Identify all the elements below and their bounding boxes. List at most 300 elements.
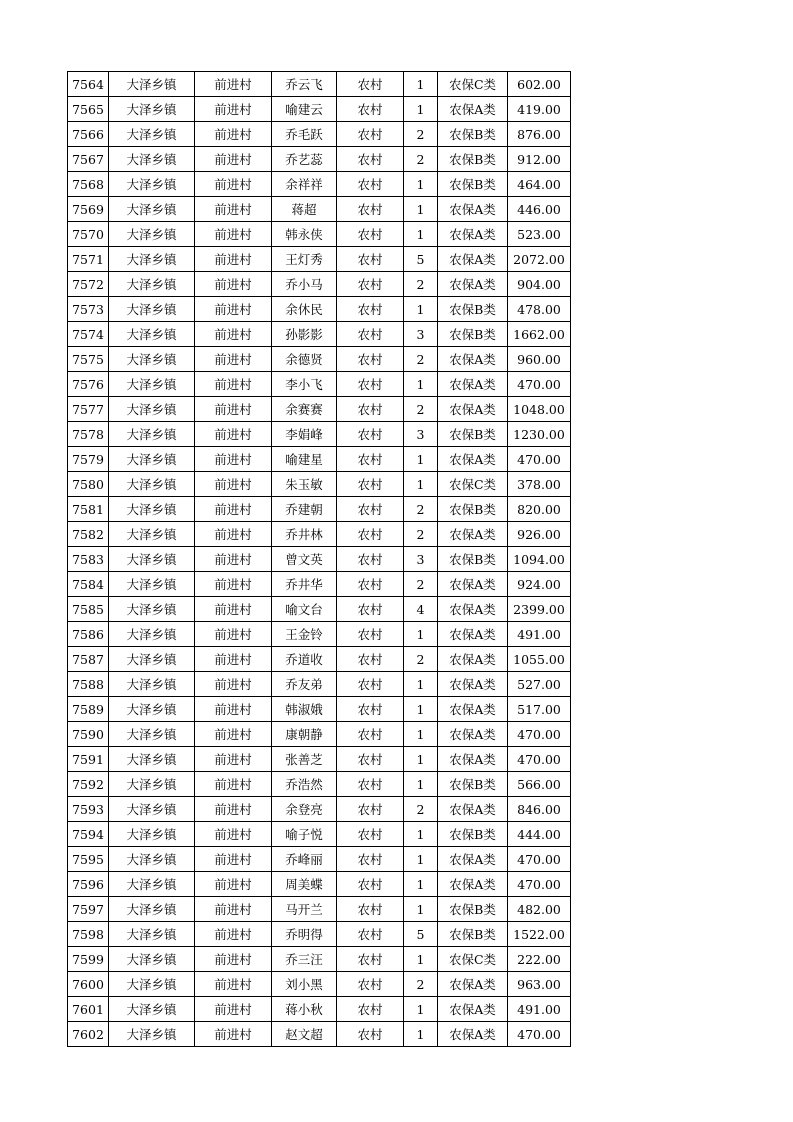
category-cell: 农村 bbox=[337, 297, 404, 322]
insurance-type-cell: 农保A类 bbox=[438, 372, 508, 397]
insurance-type-cell: 农保A类 bbox=[438, 597, 508, 622]
township-cell: 大泽乡镇 bbox=[109, 847, 195, 872]
category-cell: 农村 bbox=[337, 347, 404, 372]
amount-cell: 904.00 bbox=[508, 272, 571, 297]
household-count-cell: 2 bbox=[404, 972, 438, 997]
township-cell: 大泽乡镇 bbox=[109, 922, 195, 947]
household-count-cell: 2 bbox=[404, 572, 438, 597]
record-id-cell: 7591 bbox=[68, 747, 109, 772]
record-id-cell: 7581 bbox=[68, 497, 109, 522]
table-row bbox=[68, 472, 571, 497]
household-count-cell: 1 bbox=[404, 672, 438, 697]
village-cell: 前进村 bbox=[195, 547, 272, 572]
insurance-type-cell: 农保B类 bbox=[438, 547, 508, 572]
township-cell: 大泽乡镇 bbox=[109, 122, 195, 147]
category-cell: 农村 bbox=[337, 772, 404, 797]
insurance-type-cell: 农保B类 bbox=[438, 147, 508, 172]
insurance-type-cell: 农保A类 bbox=[438, 197, 508, 222]
household-count-cell: 1 bbox=[404, 172, 438, 197]
record-id-cell: 7588 bbox=[68, 672, 109, 697]
name-cell: 乔峰丽 bbox=[272, 847, 337, 872]
township-cell: 大泽乡镇 bbox=[109, 947, 195, 972]
category-cell: 农村 bbox=[337, 472, 404, 497]
household-count-cell: 1 bbox=[404, 472, 438, 497]
township-cell: 大泽乡镇 bbox=[109, 97, 195, 122]
amount-cell: 523.00 bbox=[508, 222, 571, 247]
household-count-cell: 1 bbox=[404, 997, 438, 1022]
village-cell: 前进村 bbox=[195, 522, 272, 547]
village-cell: 前进村 bbox=[195, 347, 272, 372]
category-cell: 农村 bbox=[337, 547, 404, 572]
insurance-type-cell: 农保A类 bbox=[438, 622, 508, 647]
table-row bbox=[68, 522, 571, 547]
amount-cell: 566.00 bbox=[508, 772, 571, 797]
township-cell: 大泽乡镇 bbox=[109, 747, 195, 772]
table-row bbox=[68, 747, 571, 772]
village-cell: 前进村 bbox=[195, 772, 272, 797]
insurance-type-cell: 农保A类 bbox=[438, 247, 508, 272]
record-id-cell: 7567 bbox=[68, 147, 109, 172]
record-id-cell: 7596 bbox=[68, 872, 109, 897]
village-cell: 前进村 bbox=[195, 122, 272, 147]
record-id-cell: 7602 bbox=[68, 1022, 109, 1047]
table-row bbox=[68, 422, 571, 447]
township-cell: 大泽乡镇 bbox=[109, 297, 195, 322]
township-cell: 大泽乡镇 bbox=[109, 972, 195, 997]
township-cell: 大泽乡镇 bbox=[109, 822, 195, 847]
township-cell: 大泽乡镇 bbox=[109, 522, 195, 547]
record-id-cell: 7566 bbox=[68, 122, 109, 147]
name-cell: 马开兰 bbox=[272, 897, 337, 922]
amount-cell: 1048.00 bbox=[508, 397, 571, 422]
insurance-type-cell: 农保A类 bbox=[438, 647, 508, 672]
amount-cell: 470.00 bbox=[508, 722, 571, 747]
table-row bbox=[68, 797, 571, 822]
name-cell: 乔艺蕊 bbox=[272, 147, 337, 172]
amount-cell: 1094.00 bbox=[508, 547, 571, 572]
name-cell: 余德贤 bbox=[272, 347, 337, 372]
household-count-cell: 5 bbox=[404, 247, 438, 272]
record-id-cell: 7574 bbox=[68, 322, 109, 347]
household-count-cell: 2 bbox=[404, 397, 438, 422]
record-id-cell: 7569 bbox=[68, 197, 109, 222]
amount-cell: 478.00 bbox=[508, 297, 571, 322]
village-cell: 前进村 bbox=[195, 597, 272, 622]
table-row bbox=[68, 972, 571, 997]
amount-cell: 2399.00 bbox=[508, 597, 571, 622]
table-row bbox=[68, 897, 571, 922]
township-cell: 大泽乡镇 bbox=[109, 222, 195, 247]
amount-cell: 876.00 bbox=[508, 122, 571, 147]
table-row bbox=[68, 97, 571, 122]
record-id-cell: 7584 bbox=[68, 572, 109, 597]
record-id-cell: 7592 bbox=[68, 772, 109, 797]
table-row bbox=[68, 622, 571, 647]
insurance-type-cell: 农保A类 bbox=[438, 997, 508, 1022]
amount-cell: 464.00 bbox=[508, 172, 571, 197]
table-row bbox=[68, 572, 571, 597]
category-cell: 农村 bbox=[337, 372, 404, 397]
name-cell: 曾文英 bbox=[272, 547, 337, 572]
name-cell: 喻建云 bbox=[272, 97, 337, 122]
table-row bbox=[68, 997, 571, 1022]
township-cell: 大泽乡镇 bbox=[109, 372, 195, 397]
amount-cell: 2072.00 bbox=[508, 247, 571, 272]
table-row bbox=[68, 372, 571, 397]
record-id-cell: 7589 bbox=[68, 697, 109, 722]
household-count-cell: 5 bbox=[404, 922, 438, 947]
household-count-cell: 2 bbox=[404, 147, 438, 172]
record-id-cell: 7578 bbox=[68, 422, 109, 447]
insurance-type-cell: 农保A类 bbox=[438, 572, 508, 597]
category-cell: 农村 bbox=[337, 1022, 404, 1047]
township-cell: 大泽乡镇 bbox=[109, 597, 195, 622]
township-cell: 大泽乡镇 bbox=[109, 622, 195, 647]
township-cell: 大泽乡镇 bbox=[109, 647, 195, 672]
village-cell: 前进村 bbox=[195, 722, 272, 747]
category-cell: 农村 bbox=[337, 122, 404, 147]
amount-cell: 960.00 bbox=[508, 347, 571, 372]
table-row bbox=[68, 447, 571, 472]
record-id-cell: 7572 bbox=[68, 272, 109, 297]
village-cell: 前进村 bbox=[195, 947, 272, 972]
amount-cell: 470.00 bbox=[508, 847, 571, 872]
village-cell: 前进村 bbox=[195, 147, 272, 172]
village-cell: 前进村 bbox=[195, 297, 272, 322]
household-count-cell: 1 bbox=[404, 697, 438, 722]
village-cell: 前进村 bbox=[195, 747, 272, 772]
table-row bbox=[68, 222, 571, 247]
insurance-type-cell: 农保A类 bbox=[438, 397, 508, 422]
village-cell: 前进村 bbox=[195, 447, 272, 472]
insurance-type-cell: 农保B类 bbox=[438, 422, 508, 447]
category-cell: 农村 bbox=[337, 822, 404, 847]
category-cell: 农村 bbox=[337, 747, 404, 772]
table-row bbox=[68, 122, 571, 147]
township-cell: 大泽乡镇 bbox=[109, 197, 195, 222]
township-cell: 大泽乡镇 bbox=[109, 872, 195, 897]
record-id-cell: 7583 bbox=[68, 547, 109, 572]
category-cell: 农村 bbox=[337, 197, 404, 222]
amount-cell: 926.00 bbox=[508, 522, 571, 547]
amount-cell: 222.00 bbox=[508, 947, 571, 972]
record-id-cell: 7601 bbox=[68, 997, 109, 1022]
record-id-cell: 7593 bbox=[68, 797, 109, 822]
name-cell: 李小飞 bbox=[272, 372, 337, 397]
insurance-type-cell: 农保A类 bbox=[438, 972, 508, 997]
amount-cell: 470.00 bbox=[508, 447, 571, 472]
record-id-cell: 7595 bbox=[68, 847, 109, 872]
township-cell: 大泽乡镇 bbox=[109, 247, 195, 272]
name-cell: 韩淑娥 bbox=[272, 697, 337, 722]
insurance-type-cell: 农保A类 bbox=[438, 447, 508, 472]
record-id-cell: 7586 bbox=[68, 622, 109, 647]
name-cell: 王灯秀 bbox=[272, 247, 337, 272]
village-cell: 前进村 bbox=[195, 172, 272, 197]
category-cell: 农村 bbox=[337, 422, 404, 447]
category-cell: 农村 bbox=[337, 397, 404, 422]
insurance-type-cell: 农保C类 bbox=[438, 947, 508, 972]
name-cell: 乔友弟 bbox=[272, 672, 337, 697]
record-id-cell: 7573 bbox=[68, 297, 109, 322]
name-cell: 乔云飞 bbox=[272, 72, 337, 97]
household-count-cell: 1 bbox=[404, 822, 438, 847]
village-cell: 前进村 bbox=[195, 572, 272, 597]
table-row bbox=[68, 697, 571, 722]
name-cell: 乔建朝 bbox=[272, 497, 337, 522]
township-cell: 大泽乡镇 bbox=[109, 472, 195, 497]
category-cell: 农村 bbox=[337, 172, 404, 197]
insurance-type-cell: 农保A类 bbox=[438, 672, 508, 697]
insurance-type-cell: 农保A类 bbox=[438, 697, 508, 722]
township-cell: 大泽乡镇 bbox=[109, 147, 195, 172]
record-id-cell: 7597 bbox=[68, 897, 109, 922]
record-id-cell: 7575 bbox=[68, 347, 109, 372]
name-cell: 乔道收 bbox=[272, 647, 337, 672]
category-cell: 农村 bbox=[337, 72, 404, 97]
category-cell: 农村 bbox=[337, 447, 404, 472]
township-cell: 大泽乡镇 bbox=[109, 1022, 195, 1047]
table-row bbox=[68, 347, 571, 372]
household-count-cell: 1 bbox=[404, 447, 438, 472]
category-cell: 农村 bbox=[337, 97, 404, 122]
amount-cell: 602.00 bbox=[508, 72, 571, 97]
insurance-type-cell: 农保B类 bbox=[438, 172, 508, 197]
amount-cell: 378.00 bbox=[508, 472, 571, 497]
village-cell: 前进村 bbox=[195, 847, 272, 872]
record-id-cell: 7590 bbox=[68, 722, 109, 747]
household-count-cell: 1 bbox=[404, 622, 438, 647]
township-cell: 大泽乡镇 bbox=[109, 697, 195, 722]
household-count-cell: 1 bbox=[404, 722, 438, 747]
category-cell: 农村 bbox=[337, 647, 404, 672]
insurance-type-cell: 农保B类 bbox=[438, 322, 508, 347]
name-cell: 蒋超 bbox=[272, 197, 337, 222]
insurance-type-cell: 农保B类 bbox=[438, 497, 508, 522]
category-cell: 农村 bbox=[337, 247, 404, 272]
name-cell: 赵文超 bbox=[272, 1022, 337, 1047]
amount-cell: 491.00 bbox=[508, 622, 571, 647]
table-row bbox=[68, 772, 571, 797]
village-cell: 前进村 bbox=[195, 1022, 272, 1047]
village-cell: 前进村 bbox=[195, 622, 272, 647]
name-cell: 李娟峰 bbox=[272, 422, 337, 447]
table-row bbox=[68, 922, 571, 947]
table-row bbox=[68, 322, 571, 347]
name-cell: 乔浩然 bbox=[272, 772, 337, 797]
table-row bbox=[68, 197, 571, 222]
record-id-cell: 7565 bbox=[68, 97, 109, 122]
household-count-cell: 3 bbox=[404, 422, 438, 447]
insurance-type-cell: 农保B类 bbox=[438, 122, 508, 147]
household-count-cell: 2 bbox=[404, 122, 438, 147]
category-cell: 农村 bbox=[337, 597, 404, 622]
name-cell: 孙影影 bbox=[272, 322, 337, 347]
record-id-cell: 7576 bbox=[68, 372, 109, 397]
record-id-cell: 7579 bbox=[68, 447, 109, 472]
village-cell: 前进村 bbox=[195, 222, 272, 247]
table-row bbox=[68, 672, 571, 697]
name-cell: 刘小黑 bbox=[272, 972, 337, 997]
village-cell: 前进村 bbox=[195, 922, 272, 947]
village-cell: 前进村 bbox=[195, 372, 272, 397]
name-cell: 乔小马 bbox=[272, 272, 337, 297]
household-count-cell: 2 bbox=[404, 347, 438, 372]
table-row bbox=[68, 272, 571, 297]
household-count-cell: 2 bbox=[404, 797, 438, 822]
village-cell: 前进村 bbox=[195, 197, 272, 222]
village-cell: 前进村 bbox=[195, 972, 272, 997]
insurance-type-cell: 农保A类 bbox=[438, 747, 508, 772]
table-row bbox=[68, 947, 571, 972]
category-cell: 农村 bbox=[337, 872, 404, 897]
village-cell: 前进村 bbox=[195, 272, 272, 297]
insurance-type-cell: 农保A类 bbox=[438, 272, 508, 297]
amount-cell: 1522.00 bbox=[508, 922, 571, 947]
category-cell: 农村 bbox=[337, 322, 404, 347]
table-row bbox=[68, 72, 571, 97]
table-row bbox=[68, 397, 571, 422]
insurance-type-cell: 农保A类 bbox=[438, 847, 508, 872]
village-cell: 前进村 bbox=[195, 997, 272, 1022]
village-cell: 前进村 bbox=[195, 872, 272, 897]
insurance-type-cell: 农保B类 bbox=[438, 297, 508, 322]
name-cell: 康朝静 bbox=[272, 722, 337, 747]
table-row bbox=[68, 847, 571, 872]
name-cell: 王金铃 bbox=[272, 622, 337, 647]
name-cell: 乔毛跃 bbox=[272, 122, 337, 147]
village-cell: 前进村 bbox=[195, 697, 272, 722]
village-cell: 前进村 bbox=[195, 422, 272, 447]
insurance-type-cell: 农保A类 bbox=[438, 97, 508, 122]
category-cell: 农村 bbox=[337, 722, 404, 747]
category-cell: 农村 bbox=[337, 622, 404, 647]
category-cell: 农村 bbox=[337, 222, 404, 247]
township-cell: 大泽乡镇 bbox=[109, 272, 195, 297]
name-cell: 余赛赛 bbox=[272, 397, 337, 422]
records-table bbox=[67, 71, 571, 1047]
township-cell: 大泽乡镇 bbox=[109, 797, 195, 822]
household-count-cell: 1 bbox=[404, 222, 438, 247]
name-cell: 张善芝 bbox=[272, 747, 337, 772]
category-cell: 农村 bbox=[337, 672, 404, 697]
amount-cell: 846.00 bbox=[508, 797, 571, 822]
amount-cell: 419.00 bbox=[508, 97, 571, 122]
amount-cell: 470.00 bbox=[508, 747, 571, 772]
insurance-type-cell: 农保A类 bbox=[438, 722, 508, 747]
category-cell: 农村 bbox=[337, 847, 404, 872]
table-row bbox=[68, 172, 571, 197]
amount-cell: 1230.00 bbox=[508, 422, 571, 447]
amount-cell: 470.00 bbox=[508, 372, 571, 397]
household-count-cell: 3 bbox=[404, 322, 438, 347]
village-cell: 前进村 bbox=[195, 497, 272, 522]
township-cell: 大泽乡镇 bbox=[109, 322, 195, 347]
name-cell: 周美蝶 bbox=[272, 872, 337, 897]
township-cell: 大泽乡镇 bbox=[109, 172, 195, 197]
category-cell: 农村 bbox=[337, 922, 404, 947]
household-count-cell: 4 bbox=[404, 597, 438, 622]
amount-cell: 470.00 bbox=[508, 872, 571, 897]
category-cell: 农村 bbox=[337, 522, 404, 547]
household-count-cell: 2 bbox=[404, 272, 438, 297]
township-cell: 大泽乡镇 bbox=[109, 347, 195, 372]
name-cell: 余祥祥 bbox=[272, 172, 337, 197]
household-count-cell: 1 bbox=[404, 72, 438, 97]
household-count-cell: 1 bbox=[404, 747, 438, 772]
insurance-type-cell: 农保A类 bbox=[438, 1022, 508, 1047]
table-row bbox=[68, 497, 571, 522]
township-cell: 大泽乡镇 bbox=[109, 72, 195, 97]
household-count-cell: 1 bbox=[404, 1022, 438, 1047]
category-cell: 农村 bbox=[337, 997, 404, 1022]
amount-cell: 517.00 bbox=[508, 697, 571, 722]
table-row bbox=[68, 872, 571, 897]
village-cell: 前进村 bbox=[195, 822, 272, 847]
household-count-cell: 1 bbox=[404, 772, 438, 797]
township-cell: 大泽乡镇 bbox=[109, 672, 195, 697]
amount-cell: 444.00 bbox=[508, 822, 571, 847]
table-row bbox=[68, 547, 571, 572]
household-count-cell: 1 bbox=[404, 897, 438, 922]
record-id-cell: 7599 bbox=[68, 947, 109, 972]
household-count-cell: 2 bbox=[404, 522, 438, 547]
village-cell: 前进村 bbox=[195, 247, 272, 272]
insurance-type-cell: 农保B类 bbox=[438, 772, 508, 797]
insurance-type-cell: 农保B类 bbox=[438, 897, 508, 922]
insurance-type-cell: 农保C类 bbox=[438, 72, 508, 97]
name-cell: 朱玉敏 bbox=[272, 472, 337, 497]
township-cell: 大泽乡镇 bbox=[109, 397, 195, 422]
category-cell: 农村 bbox=[337, 572, 404, 597]
household-count-cell: 1 bbox=[404, 872, 438, 897]
township-cell: 大泽乡镇 bbox=[109, 897, 195, 922]
amount-cell: 963.00 bbox=[508, 972, 571, 997]
insurance-type-cell: 农保A类 bbox=[438, 347, 508, 372]
table-row bbox=[68, 1022, 571, 1047]
amount-cell: 470.00 bbox=[508, 1022, 571, 1047]
category-cell: 农村 bbox=[337, 947, 404, 972]
household-count-cell: 3 bbox=[404, 547, 438, 572]
insurance-type-cell: 农保A类 bbox=[438, 222, 508, 247]
name-cell: 余登亮 bbox=[272, 797, 337, 822]
village-cell: 前进村 bbox=[195, 97, 272, 122]
record-id-cell: 7587 bbox=[68, 647, 109, 672]
township-cell: 大泽乡镇 bbox=[109, 997, 195, 1022]
table-row bbox=[68, 597, 571, 622]
name-cell: 喻文台 bbox=[272, 597, 337, 622]
amount-cell: 924.00 bbox=[508, 572, 571, 597]
amount-cell: 1662.00 bbox=[508, 322, 571, 347]
category-cell: 农村 bbox=[337, 897, 404, 922]
name-cell: 乔明得 bbox=[272, 922, 337, 947]
name-cell: 喻子悦 bbox=[272, 822, 337, 847]
name-cell: 喻建星 bbox=[272, 447, 337, 472]
record-id-cell: 7594 bbox=[68, 822, 109, 847]
household-count-cell: 1 bbox=[404, 197, 438, 222]
amount-cell: 446.00 bbox=[508, 197, 571, 222]
category-cell: 农村 bbox=[337, 497, 404, 522]
record-id-cell: 7600 bbox=[68, 972, 109, 997]
township-cell: 大泽乡镇 bbox=[109, 722, 195, 747]
name-cell: 蒋小秋 bbox=[272, 997, 337, 1022]
record-id-cell: 7568 bbox=[68, 172, 109, 197]
records-table-body bbox=[68, 72, 571, 1047]
insurance-type-cell: 农保A类 bbox=[438, 872, 508, 897]
record-id-cell: 7585 bbox=[68, 597, 109, 622]
table-row bbox=[68, 822, 571, 847]
amount-cell: 1055.00 bbox=[508, 647, 571, 672]
